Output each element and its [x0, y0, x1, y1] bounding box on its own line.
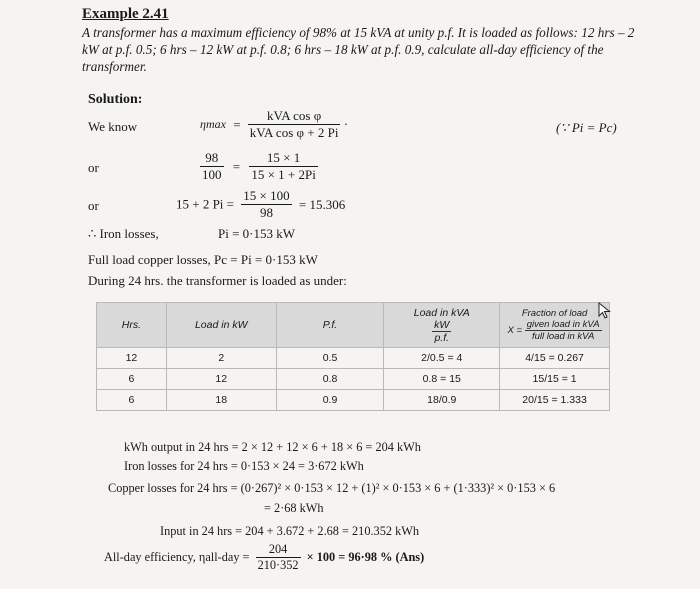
header-frac-den: full load in kVA	[531, 331, 595, 342]
eq1-denominator: kVA cos φ + 2 Pi	[249, 125, 339, 140]
header-frac-num: given load in kVA	[526, 319, 600, 330]
copper-losses-line: Full load copper losses, Pc = Pi = 0·153 kW	[88, 252, 318, 267]
cell-x: 20/15 = 1.333	[500, 390, 610, 411]
eq2-rhs-denominator: 15 × 1 + 2Pi	[251, 167, 316, 182]
cell-hrs: 12	[97, 348, 167, 369]
header-frac-top: Fraction of load	[521, 308, 588, 319]
header-kva-den: p.f.	[434, 331, 450, 344]
or-label-1: or	[88, 160, 99, 175]
cell-kw: 2	[166, 348, 276, 369]
cell-kw: 12	[166, 369, 276, 390]
eq2-rhs-numerator: 15 × 1	[249, 150, 318, 167]
header-frac-x: X =	[507, 325, 523, 336]
cell-pf: 0.5	[276, 348, 384, 369]
equation-efficiency: ηmax = $\frac{\text{kVA cos φ}}{\text{kVA cos φ + 2 Pi}}$ ·	[200, 108, 349, 140]
table-row	[97, 390, 610, 411]
all-day-efficiency-line	[104, 542, 424, 573]
all-day-denominator: 210·352	[257, 558, 299, 572]
or-label-2: or	[88, 198, 99, 213]
input-24h-line: Input in 24 hrs = 204 + 3.672 + 2.68 = 210.352 kWh	[160, 524, 419, 538]
example-title: Example 2.41	[82, 6, 169, 22]
table-row	[97, 369, 610, 390]
solution-label: Solution:	[88, 92, 143, 107]
iron-losses-label: ∴ Iron losses,	[88, 226, 159, 241]
copper-losses-24h-line: Copper losses for 24 hrs = (0·267)² × 0·153 × 12 + (1)² × 0·153 × 6 + (1·333)² × 0·153 × 6	[108, 481, 556, 495]
cell-kva: 2/0.5 = 4	[384, 348, 500, 369]
eq3-lhs: 15 + 2 Pi =	[176, 196, 235, 212]
eta-max-symbol: ηmax	[200, 117, 226, 131]
equation-98-over-100: $\frac{98}{100}$ = $\frac{15 \times 1}{15 \times 1 + 2Pi}$	[202, 150, 316, 182]
eq2-lhs-numerator: 98	[200, 150, 224, 167]
eq1-numerator: kVA cos φ	[248, 108, 341, 125]
cell-pf: 0.8	[276, 369, 384, 390]
cell-kva: 0.8 = 15	[384, 369, 500, 390]
cell-x: 15/15 = 1	[500, 369, 610, 390]
cell-kw: 18	[166, 390, 276, 411]
all-day-result: × 100 = 96·98 % (Ans)	[306, 550, 425, 564]
eq2-lhs-denominator: 100	[202, 167, 222, 182]
cell-hrs: 6	[97, 369, 167, 390]
eq3-numerator: 15 × 100	[243, 188, 290, 203]
mouse-pointer-icon	[598, 302, 612, 320]
header-load-kva	[384, 303, 500, 348]
header-fraction	[500, 303, 610, 348]
all-day-numerator: 204	[256, 542, 301, 558]
iron-losses-value: Pi = 0·153 kW	[218, 226, 296, 241]
header-pf: P.f.	[276, 303, 384, 348]
cell-hrs: 6	[97, 390, 167, 411]
iron-losses-24h-line: Iron losses for 24 hrs = 0·153 × 24 = 3·672 kWh	[124, 459, 364, 473]
copper-losses-result: = 2·68 kWh	[264, 501, 324, 515]
cell-kva: 18/0.9	[384, 390, 500, 411]
problem-statement: A transformer has a maximum efficiency of 98% at 15 kVA at unity p.f. It is loaded as follows: 12 hrs – 2 kW at p.f. 0.5; 6 hrs – 12 kW at p.f. 0.8; 6 hrs – 18 kW at p.f. 0.9, calculate all-day efficiency of the transformer.	[82, 25, 635, 74]
equation-pi-solve	[176, 188, 345, 221]
kwh-output-line: kWh output in 24 hrs = 2 × 12 + 12 × 6 + 18 × 6 = 204 kWh	[124, 440, 421, 454]
header-hrs: Hrs.	[97, 303, 167, 348]
eq3-result: = 15.306	[298, 196, 346, 212]
cell-pf: 0.9	[276, 390, 384, 411]
eq1-condition-note: (∵ Pi = Pc)	[556, 120, 617, 135]
we-know-label: We know	[88, 119, 138, 134]
header-load-kw: Load in kW	[166, 303, 276, 348]
load-table	[96, 302, 610, 430]
header-kva-num: kW	[434, 318, 450, 331]
cell-x: 4/15 = 0.267	[500, 348, 610, 369]
all-day-label: All-day efficiency, ηall-day =	[104, 550, 250, 564]
during-24-hrs-line: During 24 hrs. the transformer is loaded as under:	[88, 273, 347, 288]
eq3-denominator: 98	[259, 205, 273, 220]
table-row	[97, 348, 610, 369]
header-kva-top: Load in kVA	[413, 306, 470, 319]
table-header-row	[97, 303, 610, 348]
